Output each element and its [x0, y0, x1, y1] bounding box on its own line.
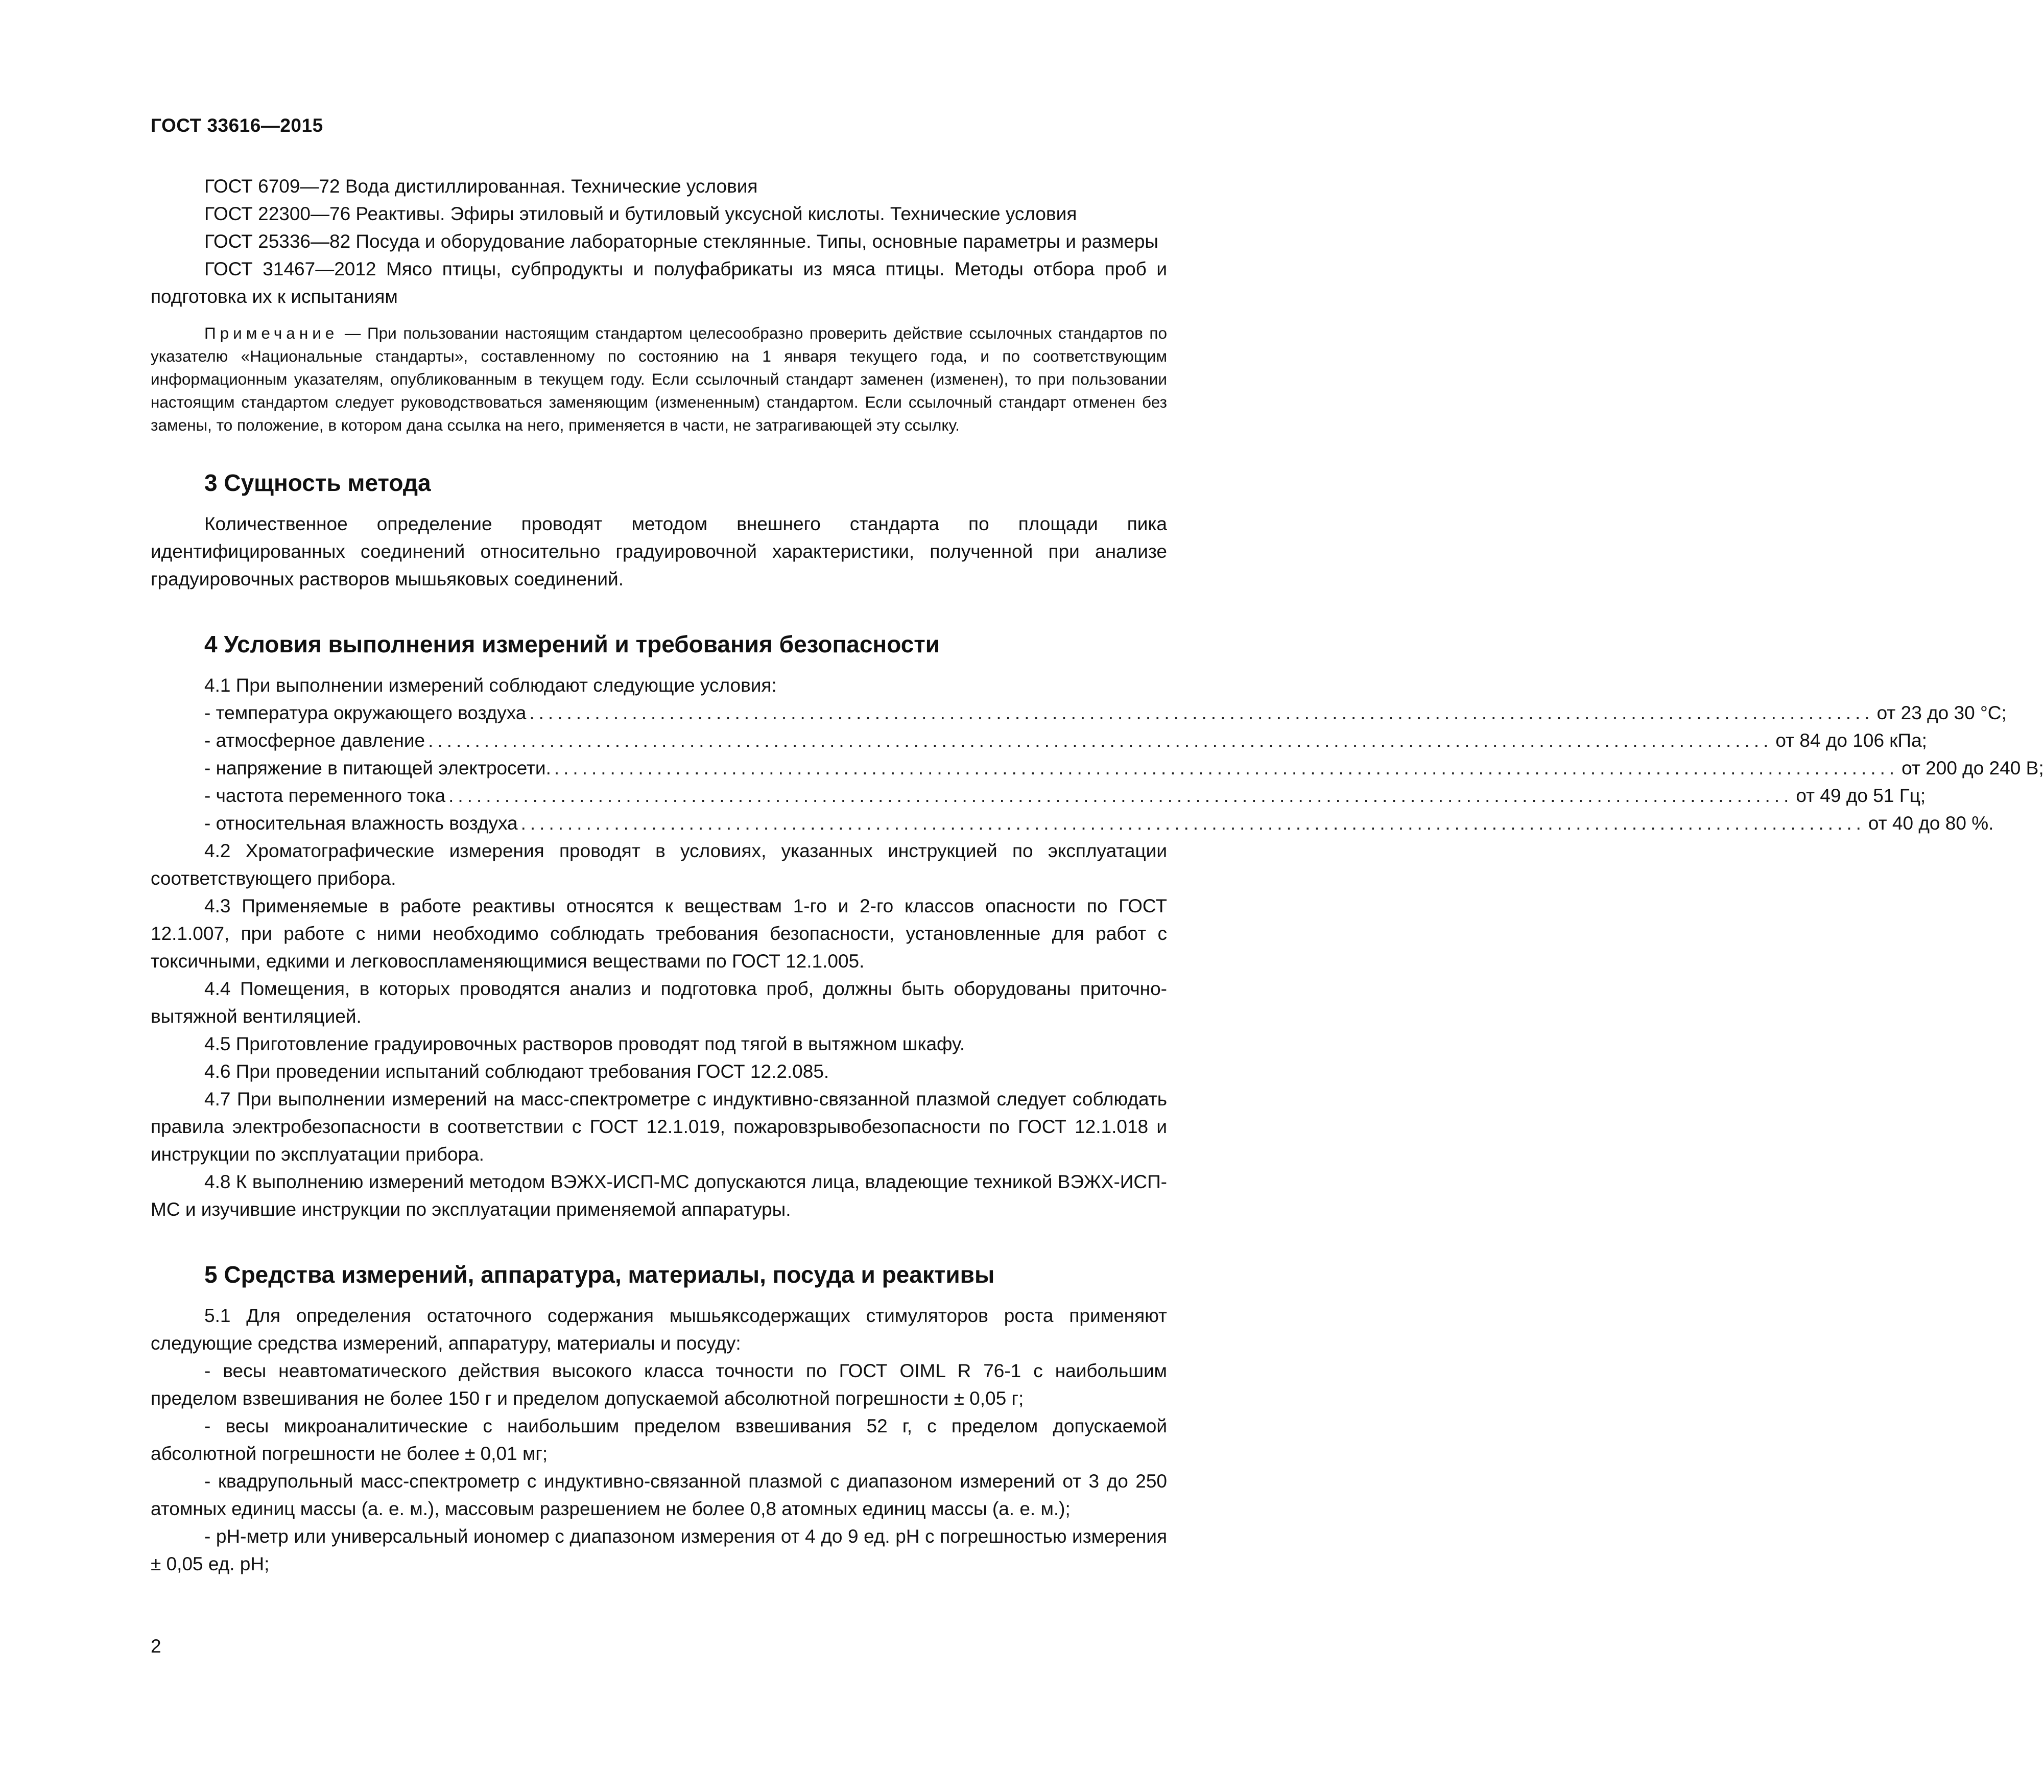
paragraph-4-5: 4.5 Приготовление градуировочных растворов проводят под тягой в вытяжном шкафу. — [204, 1033, 965, 1054]
condition-label: - температура окружающего воздуха — [204, 702, 527, 723]
dot-leader: ................................................................................................................................................ — [448, 785, 1793, 806]
note-text: — При пользовании настоящим стандартом целесообразно проверить действие ссылочных стандартов по указателю «Национальные стандарты», составленному по состоянию на 1 января текущего года, и по соответствующим информационным указателям, опубликованным в текущем году. Если ссылочный стандарт заменен (изменен), то при пользовании настоящим стандартом следует руководствоваться заменяющим (измененным) стандартом. Если ссылочный стандарт отменен без замены, то положение, в котором дана ссылка на него, применяется в части, не затрагивающей эту ссылку. — [151, 324, 1167, 434]
condition-row — [151, 810, 1994, 837]
condition-value: от 200 до 240 В; — [1902, 758, 2044, 779]
condition-label: - относительная влажность воздуха — [204, 813, 518, 834]
note-paragraph — [151, 322, 1167, 437]
condition-value: от 40 до 80 %. — [1868, 813, 1994, 834]
condition-label: - атмосферное давление — [204, 730, 425, 751]
note-label: Примечание — [204, 324, 339, 342]
list-item: - квадрупольный масс-спектрометр с индуктивно-связанной плазмой с диапазоном измерений от 3 до 250 атомных единиц массы (а. е. м.), массовым разрешением не более 0,8 атомных единиц массы (а. е. м.); — [151, 1471, 1167, 1519]
document-header: ГОСТ 33616—2015 — [151, 115, 323, 136]
reference-item: ГОСТ 25336—82 Посуда и оборудование лабораторные стеклянные. Типы, основные параметры и размеры — [204, 231, 1159, 252]
condition-value: от 49 до 51 Гц; — [1796, 785, 1926, 806]
condition-row — [151, 699, 2007, 727]
condition-value: от 84 до 106 кПа; — [1775, 730, 1927, 751]
list-item: - весы неавтоматического действия высокого класса точности по ГОСТ OIML R 76-1 с наибольшим пределом взвешивания не более 150 г и пределом допускаемой абсолютной погрешности ± 0,05 г; — [151, 1360, 1167, 1409]
list-item: - pH-метр или универсальный иономер с диапазоном измерения от 4 до 9 ед. pH с погрешностью измерения ± 0,05 ед. pH; — [151, 1526, 1167, 1574]
dot-leader: ................................................................................................................................................ — [520, 813, 1865, 834]
document-body — [151, 173, 2044, 1578]
paragraph-4-8: 4.8 К выполнению измерений методом ВЭЖХ-ИСП-МС допускаются лица, владеющие техникой ВЭЖХ-ИСП-МС и изучившие инструкции по эксплуатации применяемой аппаратуры. — [151, 1171, 1167, 1220]
page-number: 2 — [151, 1636, 161, 1657]
dot-leader: ................................................................................................................................................ — [554, 758, 1899, 779]
condition-value: от 23 до 30 °С; — [1876, 702, 2007, 723]
reference-item: ГОСТ 6709—72 Вода дистиллированная. Технические условия — [204, 176, 758, 197]
condition-label: - напряжение в питающей электросети. — [204, 758, 551, 779]
reference-item: ГОСТ 31467—2012 Мясо птицы, субпродукты и полуфабрикаты из мяса птицы. Методы отбора проб и подготовка их к испытаниям — [151, 258, 1167, 307]
paragraph-4-1: 4.1 При выполнении измерений соблюдают следующие условия: — [204, 675, 777, 696]
list-item: - весы микроаналитические с наибольшим пределом взвешивания 52 г, с пределом допускаемой абсолютной погрешности не более ± 0,01 мг; — [151, 1416, 1167, 1464]
dot-leader: ................................................................................................................................................ — [529, 702, 1874, 723]
condition-label: - частота переменного тока — [204, 785, 446, 806]
paragraph-4-3: 4.3 Применяемые в работе реактивы относятся к веществам 1-го и 2-го классов опасности по ГОСТ 12.1.007, при работе с ними необходимо соблюдать требования безопасности, установленные для работ с токсичными, едкими и легковоспламеняющимися веществами по ГОСТ 12.1.005. — [151, 895, 1167, 972]
section-5-heading: 5 Средства измерений, аппаратура, материалы, посуда и реактивы — [204, 1261, 995, 1288]
reference-item: ГОСТ 22300—76 Реактивы. Эфиры этиловый и бутиловый уксусной кислоты. Технические условия — [204, 203, 1077, 224]
section-4-heading: 4 Условия выполнения измерений и требования безопасности — [204, 631, 940, 657]
paragraph-4-7: 4.7 При выполнении измерений на масс-спектрометре с индуктивно-связанной плазмой следует соблюдать правила электробезопасности в соответствии с ГОСТ 12.1.019, пожаровзрывобезопасности по ГОСТ 12.1.018 и инструкции по эксплуатации прибора. — [151, 1089, 1167, 1165]
dot-leader: ................................................................................................................................................ — [428, 730, 1773, 751]
paragraph-4-6: 4.6 При проведении испытаний соблюдают требования ГОСТ 12.2.085. — [204, 1061, 829, 1082]
paragraph-5-1: 5.1 Для определения остаточного содержания мышьяксодержащих стимуляторов роста применяют следующие средства измерений, аппаратуру, материалы и посуду: — [151, 1305, 1167, 1354]
condition-row — [151, 727, 1927, 754]
condition-row — [151, 754, 2044, 782]
paragraph-4-2: 4.2 Хроматографические измерения проводят в условиях, указанных инструкцией по эксплуатации соответствующего прибора. — [151, 840, 1167, 889]
section-3-heading: 3 Сущность метода — [204, 469, 431, 496]
condition-row — [151, 782, 1926, 810]
section-3-text: Количественное определение проводят методом внешнего стандарта по площади пика идентифицированных соединений относительно градуировочной характеристики, полученной при анализе градуировочных растворов мышьяковых соединений. — [151, 513, 1167, 590]
paragraph-4-4: 4.4 Помещения, в которых проводятся анализ и подготовка проб, должны быть оборудованы приточно-вытяжной вентиляцией. — [151, 978, 1167, 1027]
